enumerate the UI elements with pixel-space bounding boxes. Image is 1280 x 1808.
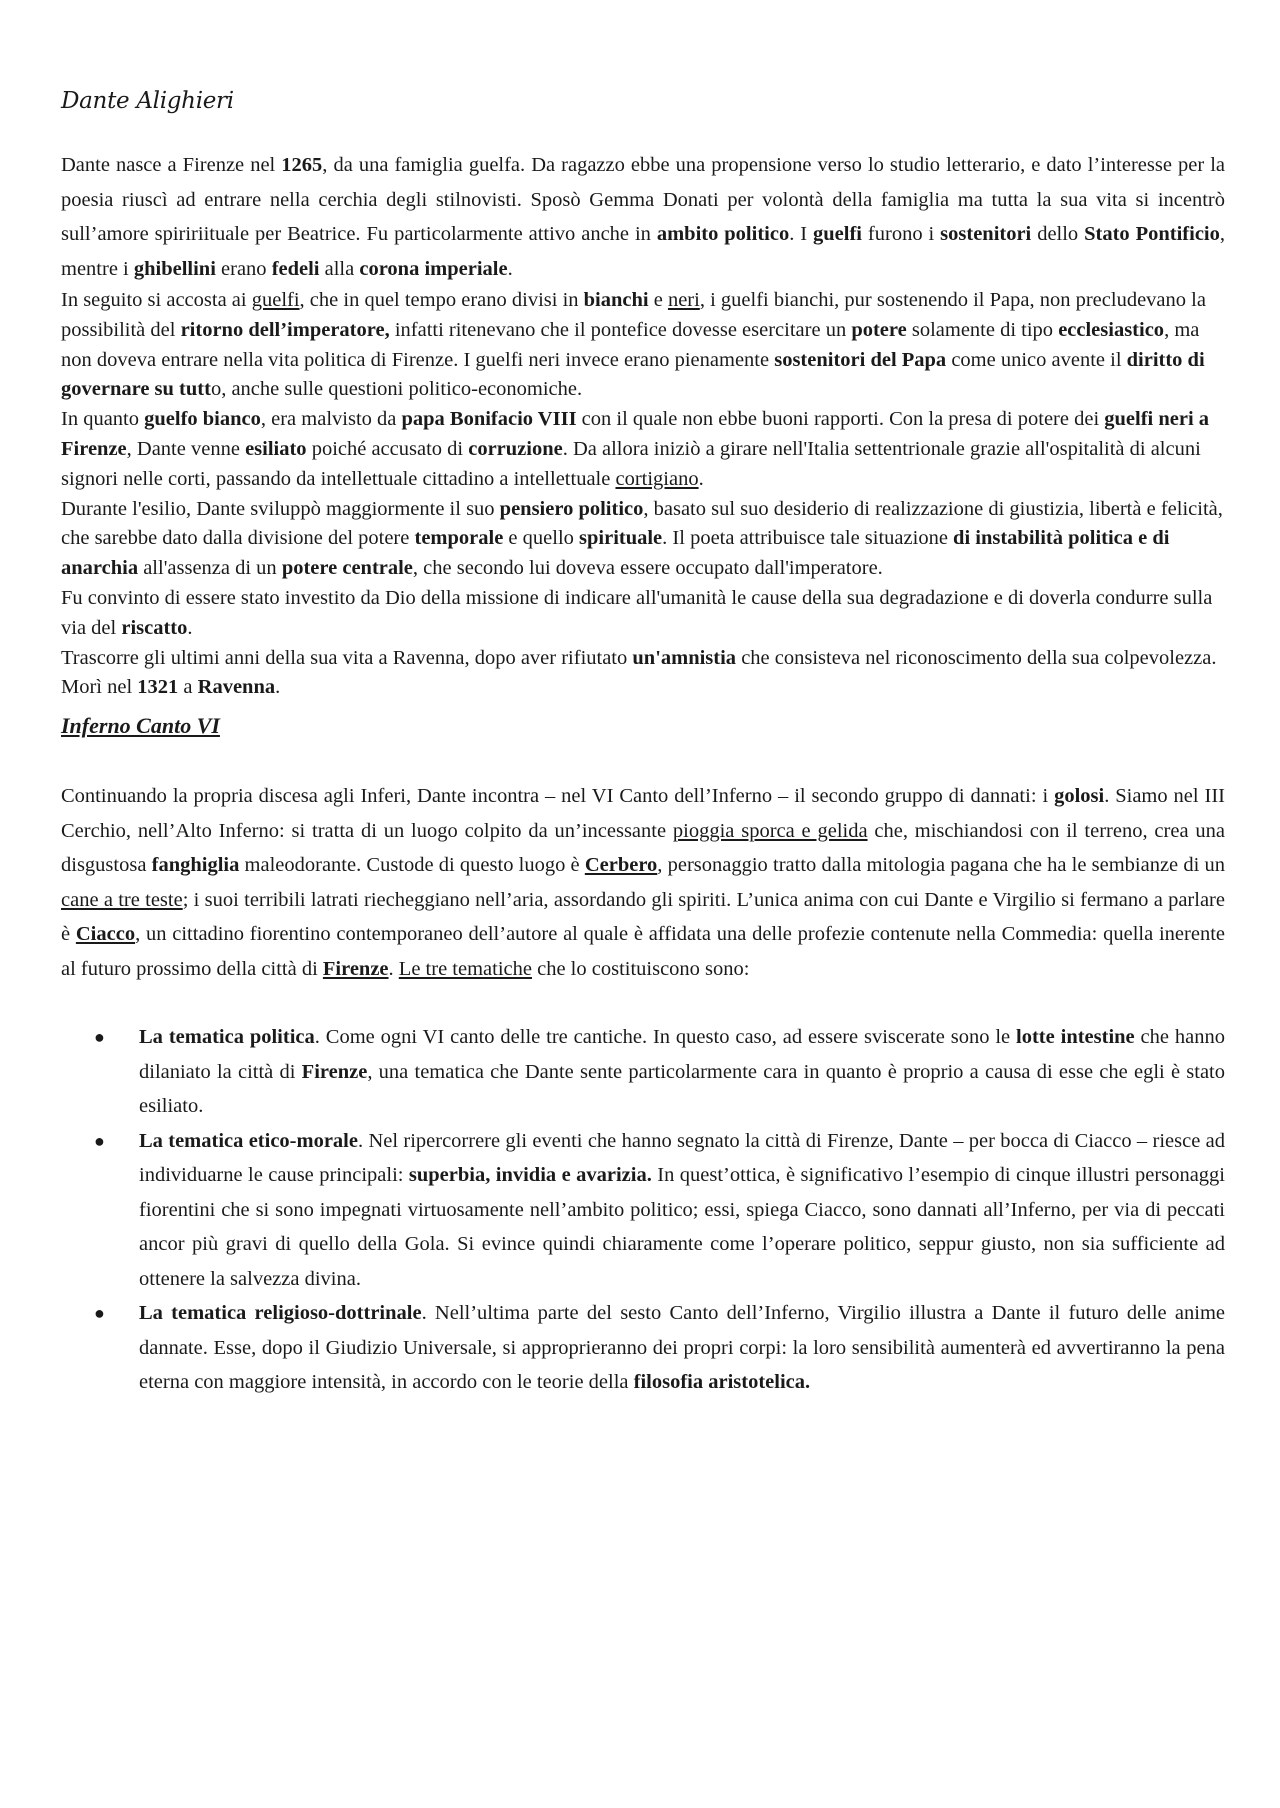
bio-paragraph-6: Trascorre gli ultimi anni della sua vita a Ravenna, dopo aver rifiutato un'amnistia che consisteva nel riconoscimento della sua colpevolezza. Morì nel 1321 a Ravenna. xyxy=(61,646,1217,699)
list-item: ● La tematica politica. Come ogni VI canto delle tre cantiche. In questo caso, ad essere sviscerate sono le lotte intestine che hanno dilaniato la città di Firenze, una tematica che Dante sente particolarmente cara in quanto è proprio a causa di esse che egli è stato esiliato. xyxy=(61,1020,1225,1124)
bio-paragraph-1: Dante nasce a Firenze nel 1265, da una famiglia guelfa. Da ragazzo ebbe una propensione verso lo studio letterario, e dato l’interesse per la poesia riuscì ad entrare nella cerchia degli stilnovisti. Sposò Gemma Donati per volontà della famiglia ma tutta la sua vita si incentrò sull’amore spiririituale per Beatrice. Fu particolarmente attivo anche in ambito politico. I guelfi furono i sostenitori dello Stato Pontificio, mentre i ghibellini erano fedeli alla corona imperiale. xyxy=(61,154,1225,280)
list-item: ● La tematica etico-morale. Nel ripercorrere gli eventi che hanno segnato la città di Firenze, Dante – per bocca di Ciacco – riesce ad individuarne le cause principali: superbia, invidia e avarizia. In quest’ottica, è significativo l’esempio di cinque illustri personaggi fiorentini che si sono impegnati virtuosamente nell’ambito politico; essi, spiega Ciacco, sono dannati all’Inferno, per via di peccati ancor più gravi di quello della Gola. Si evince quindi chiaramente come l’operare politico, seppur giusto, non sia sufficiente ad ottenere la salvezza divina. xyxy=(61,1124,1225,1297)
bio-paragraph-2: In seguito si accosta ai guelfi, che in quel tempo erano divisi in bianchi e neri, i guelfi bianchi, pur sostenendo il Papa, non precludevano la possibilità del ritorno dell’imperatore, infatti ritenevano che il pontefice dovesse esercitare un potere solamente di tipo ecclesiastico, ma non doveva entrare nella vita politica di Firenze. I guelfi neri invece erano pienamente sostenitori del Papa come unico avente il diritto di governare su tutto, anche sulle questioni politico-economiche. xyxy=(61,289,1206,401)
bullet-icon: ● xyxy=(94,1027,105,1048)
document-title: Dante Alighieri xyxy=(61,88,234,114)
canto-intro-paragraph: Continuando la propria discesa agli Inferi, Dante incontra – nel VI Canto dell’Inferno – il secondo gruppo di dannati: i golosi. Siamo nel III Cerchio, nell’Alto Inferno: si tratta di un luogo colpito da un’incessante pioggia sporca e gelida che, mischiandosi con il terreno, crea una disgustosa fanghiglia maleodorante. Custode di questo luogo è Cerbero, personaggio tratto dalla mitologia pagana che ha le sembianze di un cane a tre teste; i suoi terribili latrati riecheggiano nell’aria, assordando gli spiriti. L’unica anima con cui Dante e Virgilio si fermano a parlare è Ciacco, un cittadino fiorentino contemporaneo dell’autore al quale è affidata una delle profezie contenute nella Commedia: quella inerente al futuro prossimo della città di Firenze. Le tre tematiche che lo costituiscono sono: xyxy=(61,785,1225,980)
tematiche-list xyxy=(61,1020,1225,1400)
list-item: ● La tematica religioso-dottrinale. Nell’ultima parte del sesto Canto dell’Inferno, Virgilio illustra a Dante il futuro delle anime dannate. Esse, dopo il Giudizio Universale, si approprieranno dei propri corpi: la loro sensibilità aumenterà ed avvertiranno la pena eterna con maggiore intensità, in accordo con le teorie della filosofia aristotelica. xyxy=(61,1296,1225,1400)
bullet-icon: ● xyxy=(94,1303,105,1324)
bullet-icon: ● xyxy=(94,1130,105,1151)
bio-paragraph-5: Fu convinto di essere stato investito da Dio della missione di indicare all'umanità le cause della sua degradazione e di doverla condurre sulla via del riscatto. xyxy=(61,586,1213,639)
section-title-inferno: Inferno Canto VI xyxy=(61,713,220,739)
bio-paragraph-4: Durante l'esilio, Dante sviluppò maggiormente il suo pensiero politico, basato sul suo desiderio di realizzazione di giustizia, libertà e felicità, che sarebbe dato dalla divisione del potere temporale e quello spirituale. Il poeta attribuisce tale situazione di instabilità politica e di anarchia all'assenza di un potere centrale, che secondo lui doveva essere occupato dall'imperatore. xyxy=(61,497,1223,580)
document-page xyxy=(61,88,1225,1400)
bio-paragraph-3: In quanto guelfo bianco, era malvisto da papa Bonifacio VIII con il quale non ebbe buoni rapporti. Con la presa di potere dei guelfi neri a Firenze, Dante venne esiliato poiché accusato di corruzione. Da allora iniziò a girare nell'Italia settentrionale grazie all'ospitalità di alcuni signori nelle corti, passando da intellettuale cittadino a intellettuale cortigiano. xyxy=(61,408,1210,490)
